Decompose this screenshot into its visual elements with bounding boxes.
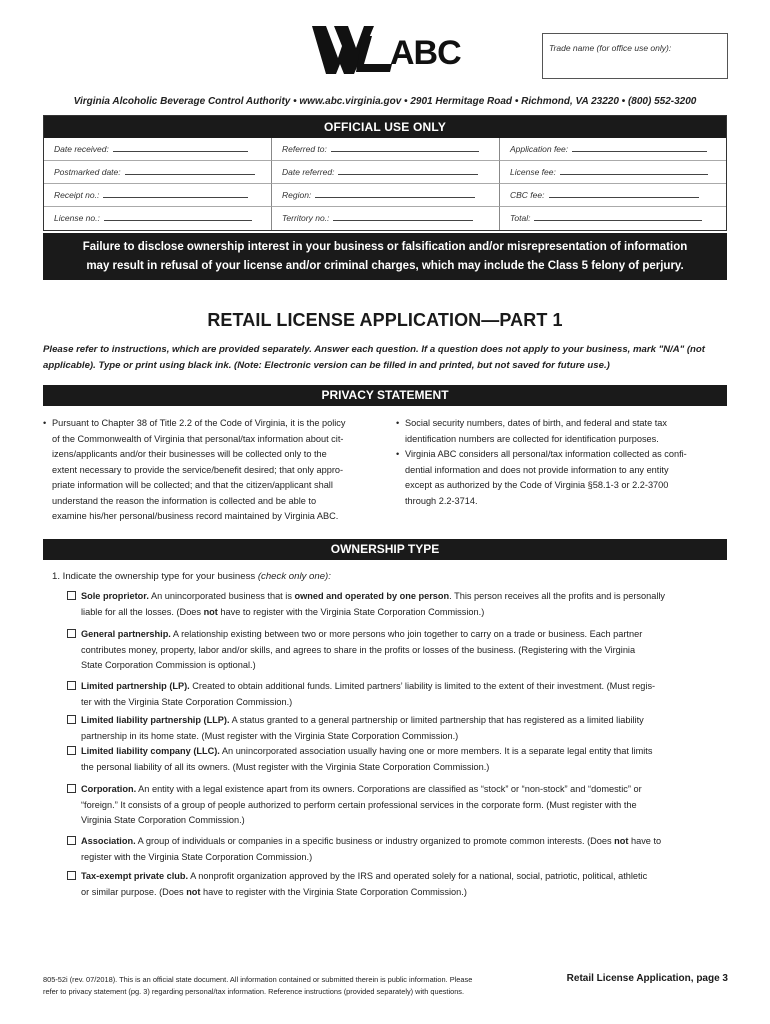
option-general-partnership: General partnership. A relationship existing between two or more persons who join together to carry on a trade or business. Each partner contributes money, property, labor and/or skills, and agrees to share in the profits or losses of the business. (Registering with the Virginia State Corporation Commission is optional.) [67, 627, 727, 674]
option-tax-exempt-club: Tax-exempt private club. A nonprofit organization approved by the IRS and operated solely for a national, social, patriotic, political, athletic or similar purpose. (Does not have to register with the Virginia State Corporation Commission.) [67, 869, 727, 900]
option-sole-proprietor: Sole proprietor. An unincorporated business that is owned and operated by one person. This person receives all the profits and is personally liable for all the losses. (Does not have to register with the Virginia State Corporation Commission.) [67, 589, 727, 620]
official-use-title: OFFICIAL USE ONLY [44, 116, 726, 138]
privacy-title: PRIVACY STATEMENT [43, 385, 727, 406]
page-title: RETAIL LICENSE APPLICATION—PART 1 [207, 310, 563, 330]
ownership-question: 1. Indicate the ownership type for your business (check only one): [52, 571, 331, 582]
official-field[interactable]: Date received: [44, 138, 272, 161]
checkbox-icon[interactable] [67, 871, 76, 880]
contact-line: Virginia Alcoholic Beverage Control Authority • www.abc.virginia.gov • 2901 Hermitage Road • Richmond, VA 23220 • (800) 552-3200 [73, 96, 697, 107]
official-field[interactable]: CBC fee: [500, 184, 726, 207]
checkbox-icon[interactable] [67, 715, 76, 724]
page-number: Retail License Application, page 3 [566, 973, 728, 984]
va-abc-logo [312, 24, 464, 76]
official-field[interactable]: Territory no.: [272, 207, 500, 230]
checkbox-icon[interactable] [67, 591, 76, 600]
official-field[interactable]: License no.: [44, 207, 272, 230]
intro-instructions: Please refer to instructions, which are provided separately. Answer each question. If a question does not apply to your business, mark "N/A" (not applicable). Type or print using black ink. (Note: Electronic version can be filled in and printed, but not saved for future use.) [43, 344, 705, 371]
ownership-title: OWNERSHIP TYPE [43, 539, 727, 560]
checkbox-icon[interactable] [67, 836, 76, 845]
official-use-section [43, 115, 727, 231]
option-limited-partnership: Limited partnership (LP). Created to obtain additional funds. Limited partners’ liability is limited to the extent of their investment. (Must regis- ter with the Virginia State Corporation Commission.) [67, 679, 727, 710]
official-field[interactable]: Receipt no.: [44, 184, 272, 207]
option-association: Association. A group of individuals or companies in a specific business or industry organized to promote common interests. (Does not have to register with the Virginia State Corporation Commission.) [67, 834, 727, 865]
official-field[interactable]: Postmarked date: [44, 161, 272, 184]
trade-name-box[interactable] [542, 33, 728, 79]
official-field[interactable]: Total: [500, 207, 726, 230]
official-field[interactable]: Referred to: [272, 138, 500, 161]
checkbox-icon[interactable] [67, 629, 76, 638]
svg-text:ABC: ABC [390, 34, 461, 72]
checkbox-icon[interactable] [67, 681, 76, 690]
option-llc: Limited liability company (LLC). An unincorporated association usually having one or more members. It is a separate legal entity that limits the personal liability of all its owners. (Must register with the Virginia State Corporation Commission.) [67, 744, 727, 775]
footer-notice: 805-52i (rev. 07/2018). This is an official state document. All information contained or submitted therein is public information. Please refer to privacy statement (pg. 3) regarding personal/tax information. Reference instructions (provided separately) with questions. [43, 975, 473, 996]
checkbox-icon[interactable] [67, 784, 76, 793]
checkbox-icon[interactable] [67, 746, 76, 755]
option-corporation: Corporation. An entity with a legal existence apart from its owners. Corporations are classified as “stock” or “non-stock” and “domestic” or “foreign.” It consists of a group of people authorized to perform certain professional services in the corporate form. (Must register with the Virginia State Corporation Commission.) [67, 782, 727, 829]
perjury-warning: Failure to disclose ownership interest in your business or falsification and/or misrepresentation of information may result in refusal of your license and/or criminal charges, which may include the Class 5 felony of perjury. [43, 233, 727, 280]
official-field[interactable]: Region: [272, 184, 500, 207]
official-field[interactable]: Application fee: [500, 138, 726, 161]
official-field[interactable]: Date referred: [272, 161, 500, 184]
trade-name-label: Trade name (for office use only): [549, 43, 672, 53]
privacy-statement: • Pursuant to Chapter 38 of Title 2.2 of the Code of Virginia, it is the policy of the Commonwealth of Virginia that personal/tax information about cit- izens/applicants and/or their businesses will be collected only to the extent necessary to provide the service/benefit desired; that only appro- priate information will be collected; and that the citizen/applicant shall understand the reason the information is collected and be able to examine his/her personal/business record maintained by Virginia ABC. • Social security numbers, dates of birth, and federal and state tax identification numbers are collected for identification purposes. • Virginia ABC considers all personal/tax information collected as confi- dential information and does not provide information to any entity except as authorized by the Code of Virginia §58.1-3 or 2.2-3700 through 2.2-3714. [43, 418, 687, 521]
official-field[interactable]: License fee: [500, 161, 726, 184]
option-llp: Limited liability partnership (LLP). A status granted to a general partnership or limited partnership that has registered as a limited liability partnership in its home state. (Must register with the Virginia State Corporation Commission.) [67, 713, 727, 744]
